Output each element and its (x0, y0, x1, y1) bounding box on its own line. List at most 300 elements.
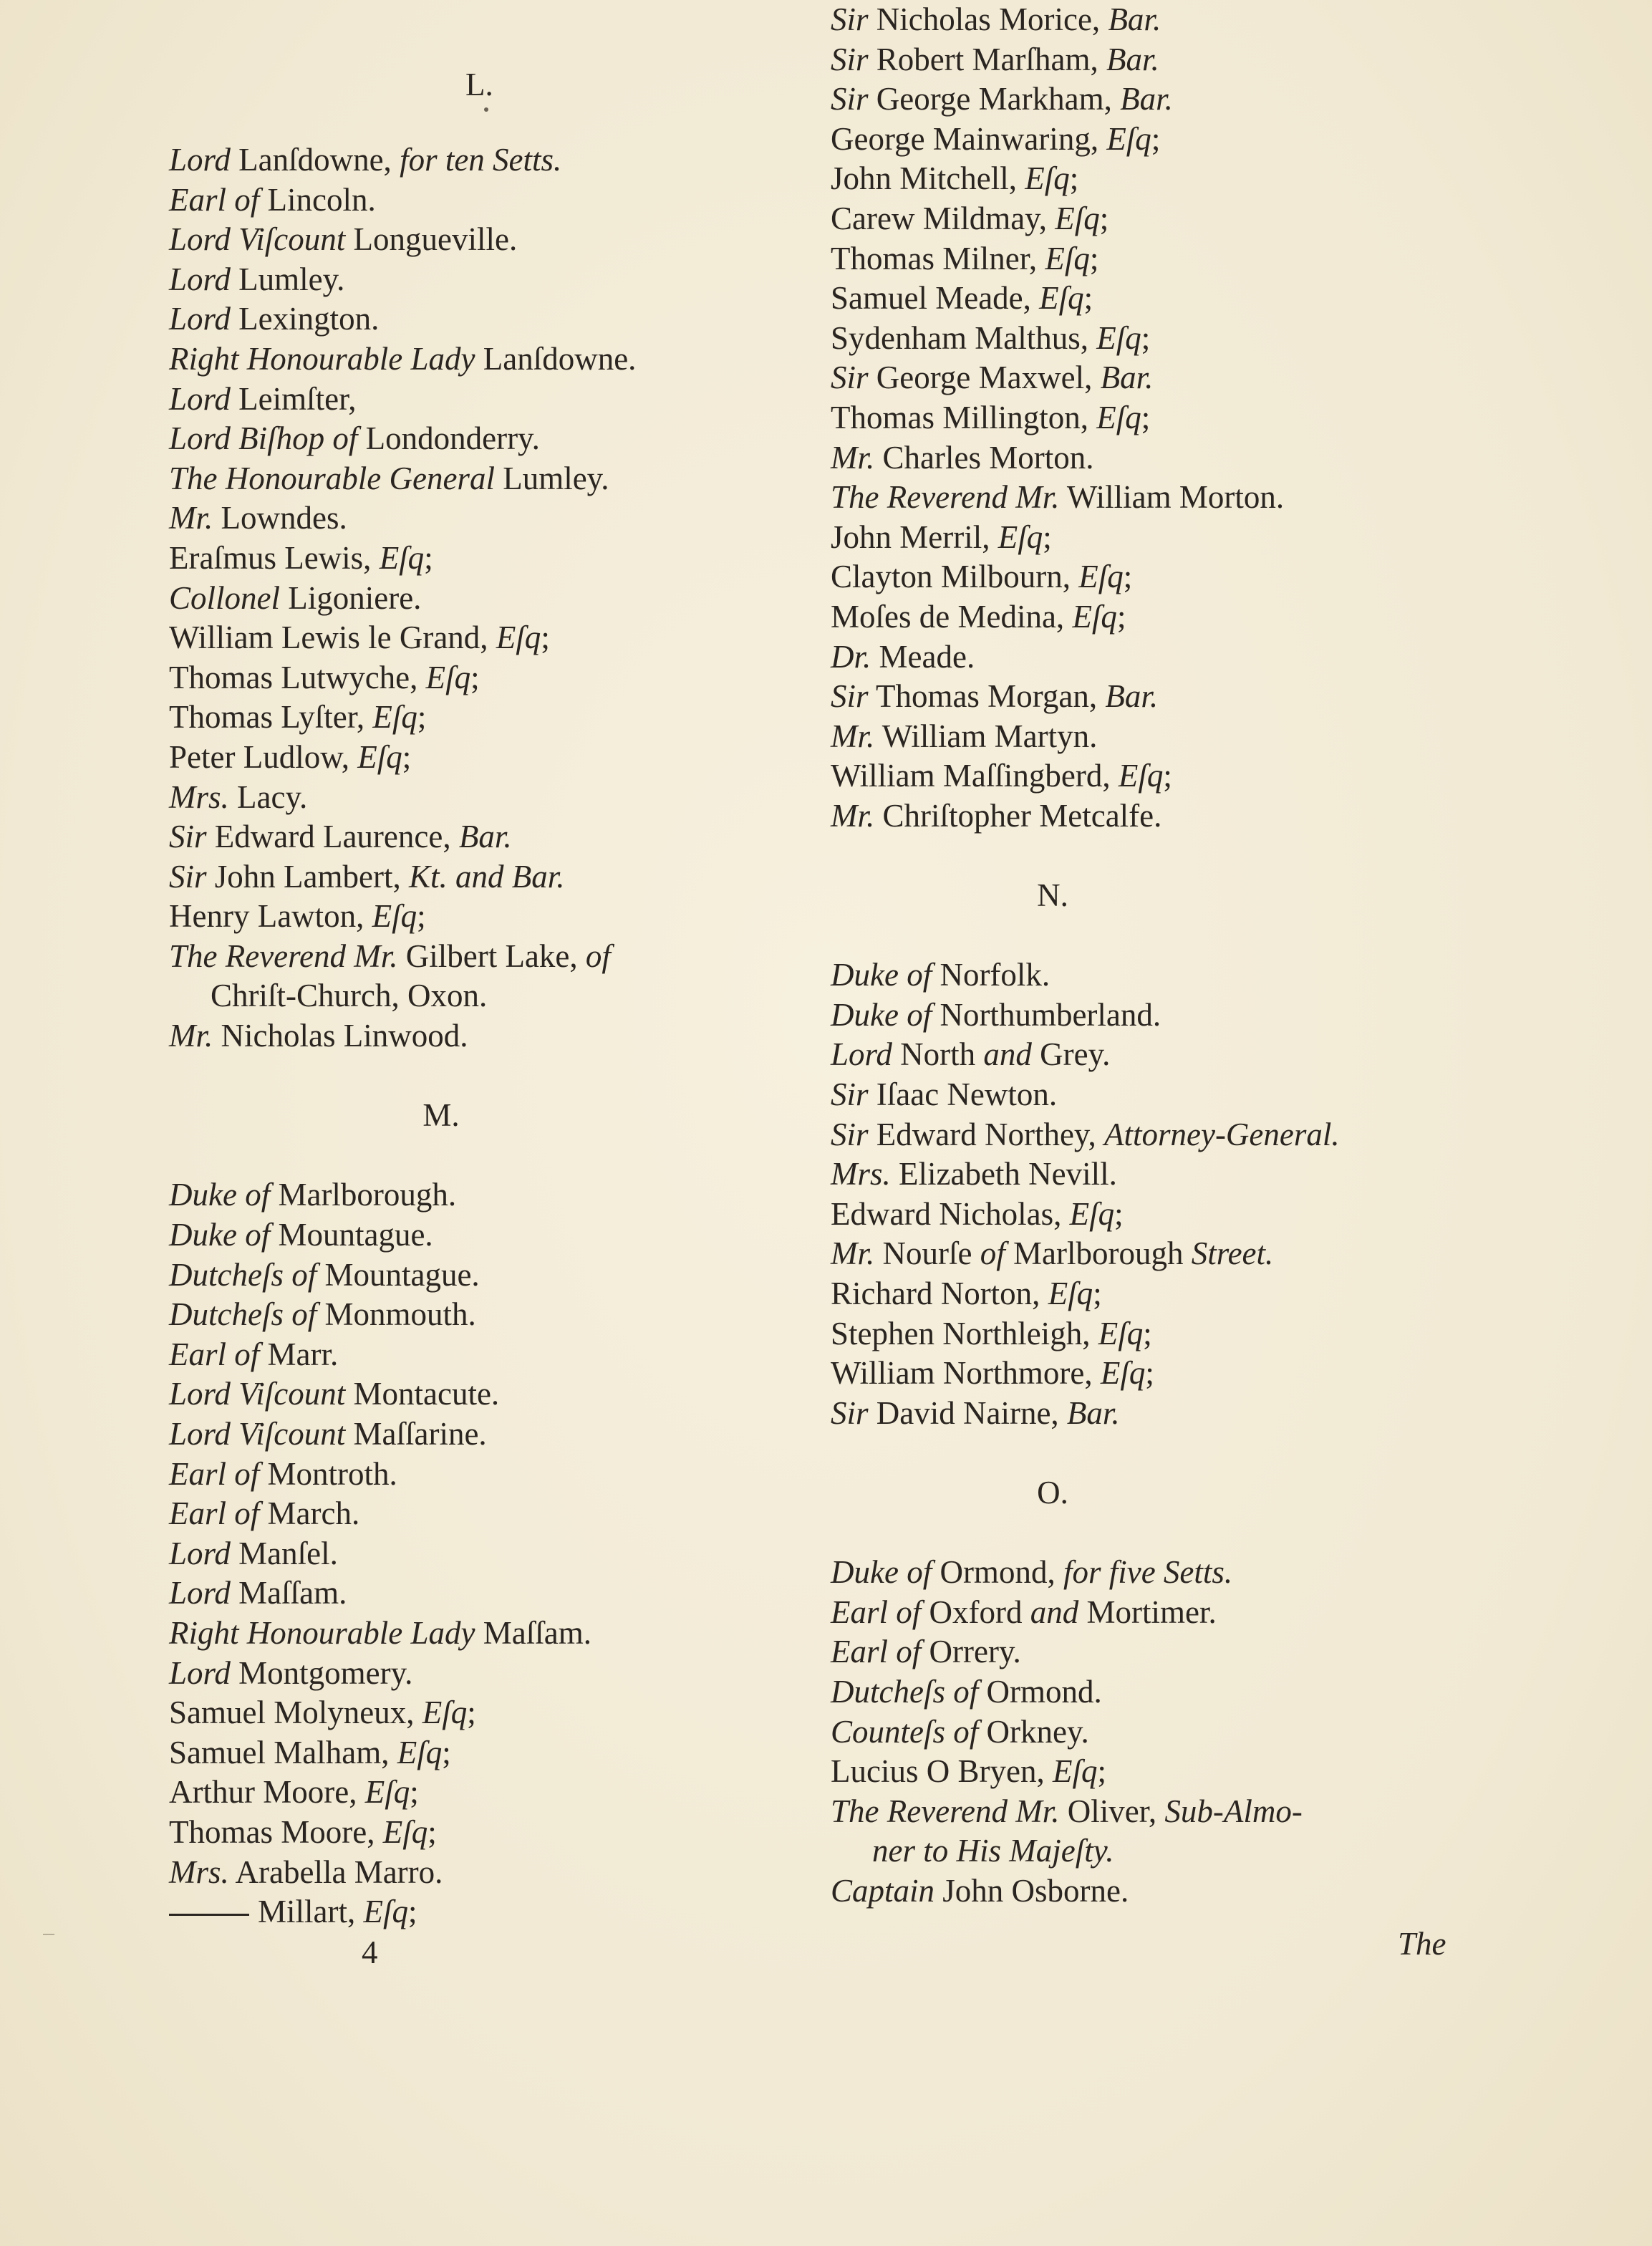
entry-title-italic: Bar. (1108, 1, 1161, 37)
subscriber-entry (831, 756, 1475, 796)
subscriber-entry (831, 1632, 1475, 1672)
entry-title-italic: Duke of (169, 1217, 271, 1253)
entry-name-text: ; (1114, 1195, 1124, 1232)
entry-title-italic: Mr. (831, 718, 875, 754)
entry-title-italic: Eſq (425, 659, 471, 695)
spacer (831, 836, 1475, 876)
entry-title-italic: Eſq (1118, 758, 1164, 794)
subscriber-entry (169, 1455, 799, 1495)
entry-name-text: William Martyn. (874, 718, 1098, 754)
subscriber-entry (831, 120, 1475, 160)
entry-name-text: William Morton. (1059, 479, 1285, 516)
subscriber-entry (169, 1654, 799, 1694)
entry-title-italic: Dutcheſs of (831, 1673, 979, 1710)
entry-title-italic: Lord (831, 1036, 892, 1073)
subscriber-entry (169, 1892, 799, 1932)
subscriber-entry (169, 897, 799, 937)
entry-name-text: ; (424, 539, 433, 576)
entry-title-italic: Eſq (1069, 1195, 1115, 1232)
entry-title-italic: Sir (831, 41, 869, 77)
entry-name-text: Meade. (871, 638, 975, 675)
entry-continuation (831, 1831, 1475, 1871)
entry-title-italic: Eſq (372, 898, 417, 935)
entry-name-text: Stephen Northleigh, (831, 1315, 1098, 1351)
entry-name-text: Grey. (1031, 1036, 1111, 1073)
section-letter: O. (1037, 1474, 1068, 1510)
entry-title-italic: Mr. (169, 500, 213, 536)
subscriber-entry (169, 1573, 799, 1614)
entry-name-text: ; (1099, 200, 1109, 236)
entry-title-italic: Eſq (1045, 240, 1090, 276)
entry-name-text: ; (467, 1695, 476, 1731)
subscriber-entry (831, 279, 1475, 319)
entry-name-text: Thomas Morgan, (868, 678, 1106, 715)
subscriber-entry (169, 140, 799, 180)
entry-title-italic: Bar. (458, 819, 512, 855)
subscriber-entry (169, 1335, 799, 1375)
entry-name-text: ; (442, 1734, 451, 1770)
entry-title-italic: Mr. (169, 1018, 213, 1054)
catchword: The (1398, 1926, 1446, 1962)
entry-name-text: ; (417, 898, 426, 935)
entry-name-text: ; (1069, 160, 1079, 197)
entry-title-italic: Lord Viſcount (169, 221, 346, 258)
entry-title-italic: Sir (831, 360, 869, 396)
subscriber-entry (169, 1773, 799, 1813)
subscriber-entry (169, 1853, 799, 1893)
entry-title-italic: Kt. and Bar. (408, 858, 565, 895)
entry-title-italic: Sir (831, 1116, 869, 1152)
entry-name-text: Carew Mildmay, (831, 200, 1056, 236)
entry-name-text: ; (1116, 598, 1126, 635)
subscriber-entry (169, 1813, 799, 1853)
subscriber-entry (831, 1195, 1475, 1235)
entry-title-italic: Earl of (831, 1634, 922, 1670)
entry-name-text: Samuel Meade, (831, 280, 1040, 317)
entry-name-text: Robert Marſham, (868, 41, 1106, 77)
entry-name-text: Peter Ludlow, (169, 738, 358, 775)
subscriber-entry (831, 1394, 1475, 1434)
subscriber-entry (169, 778, 799, 818)
spacer (169, 1056, 799, 1097)
section-letter-l: L. (465, 67, 493, 102)
subscriber-entry (169, 339, 799, 380)
entry-title-italic: Eſq (372, 699, 417, 736)
subscriber-entry (831, 1314, 1475, 1354)
entry-title-italic: Bar. (1105, 678, 1159, 715)
subscriber-entry (169, 1414, 799, 1455)
entry-title-italic: Captain (831, 1872, 935, 1909)
entry-title-italic: Bar. (1100, 360, 1154, 396)
subscriber-entry (169, 380, 799, 420)
entry-name-text: Lacy. (228, 779, 308, 815)
entry-name-text: Mortimer. (1078, 1594, 1217, 1630)
entry-name-text: Henry Lawton, (169, 898, 372, 935)
subscriber-entry (169, 579, 799, 619)
subscriber-entry (831, 1075, 1475, 1115)
entry-title-italic: Eſq (422, 1695, 468, 1731)
subscriber-entry (169, 817, 799, 857)
page-number: 4 (362, 1934, 378, 1970)
entry-name-text: Samuel Molyneux, (169, 1695, 422, 1731)
entry-title-italic: Right Honourable Lady (169, 1614, 475, 1651)
entry-name-text: Montacute. (345, 1376, 500, 1412)
entry-name-text: ; (1151, 120, 1161, 157)
entry-title-italic: Duke of (831, 1554, 932, 1591)
entry-name-text: Norfolk. (932, 957, 1050, 993)
entry-title-italic: Eſq (1025, 160, 1070, 197)
entry-name-text: Gilbert Lake, (397, 938, 586, 974)
entry-name-text: Northumberland. (932, 996, 1161, 1033)
entry-title-italic: Eſq (1048, 1276, 1093, 1311)
entry-name-text: ; (402, 738, 412, 775)
subscriber-entry (169, 618, 799, 658)
entry-title-italic: Counteſs of (831, 1713, 979, 1750)
entry-name-text: Thomas Lyſter, (169, 699, 373, 736)
entry-name-text: Thomas Milner, (831, 240, 1045, 276)
entry-continuation (169, 976, 799, 1016)
entry-name-text: ; (1083, 280, 1093, 317)
entry-title-italic: Sir (169, 819, 207, 855)
entry-name-text: Marlborough. (270, 1177, 457, 1213)
spacer (831, 916, 1475, 956)
entry-name-text: ; (541, 620, 550, 656)
entry-title-italic: The Reverend Mr. (831, 479, 1060, 516)
entry-name-text: Edward Laurence, (206, 819, 459, 855)
entry-name-text: Manſel. (230, 1535, 338, 1571)
entry-name-text: George Maxwel, (868, 360, 1101, 396)
entry-name-text: Thomas Moore, (169, 1813, 383, 1850)
subscriber-entry (169, 1295, 799, 1335)
subscriber-entry (831, 159, 1475, 199)
entry-title-italic: Attorney-General. (1104, 1116, 1340, 1152)
entry-name-text: Lanſdowne, (230, 142, 400, 178)
entry-title-italic: Lord (169, 1535, 231, 1571)
entry-name-text: Ormond, (932, 1554, 1063, 1591)
entry-name-text: Orkney. (978, 1713, 1089, 1750)
entry-title-italic: Eſq (1052, 1753, 1098, 1790)
subscriber-entry (831, 478, 1475, 518)
entry-title-italic: Street. (1191, 1235, 1274, 1272)
entry-name-text: Thomas Lutwyche, (169, 659, 426, 695)
entry-title-italic: Bar. (1066, 1394, 1120, 1431)
entry-title-italic: for ten Setts. (400, 142, 562, 178)
entry-name-text: Lumley. (230, 261, 345, 297)
subscriber-entry (831, 199, 1475, 239)
entry-name-text: Samuel Malham, (169, 1734, 397, 1770)
entry-title-italic: Sir (831, 678, 869, 715)
entry-name-text: ; (407, 1894, 417, 1930)
subscriber-entry (831, 796, 1475, 837)
entry-name-text: Mountague. (270, 1217, 433, 1253)
entry-title-italic: Eſq (1096, 399, 1141, 435)
entry-title-italic: Eſq (496, 620, 541, 656)
entry-name-text: Orrery. (921, 1634, 1021, 1670)
subscriber-entry (169, 1016, 799, 1056)
entry-title-italic: Eſq (1098, 1315, 1144, 1351)
entry-name-text: ; (1145, 1355, 1154, 1392)
entry-name-text: ; (1123, 559, 1133, 595)
entry-name-text: William Maſſingberd, (831, 758, 1119, 794)
entry-name-text: Oxford (921, 1594, 1030, 1630)
entry-title-italic: Eſq (1096, 319, 1141, 356)
subscriber-entry (831, 1593, 1475, 1633)
entry-title-italic: Bar. (1106, 41, 1159, 77)
entry-name-text: John Osborne. (934, 1872, 1129, 1909)
entry-title-italic: Sub-Almo- (1164, 1793, 1303, 1829)
entry-name-text: Maſſarine. (345, 1416, 487, 1452)
subscriber-entry (169, 1733, 799, 1773)
entry-name-text: Edward Northey, (868, 1116, 1104, 1152)
entry-name-text: Mountague. (317, 1256, 480, 1293)
subscriber-entry (831, 557, 1475, 597)
entry-title-italic: Mrs. (169, 779, 229, 815)
subscriber-entry (831, 637, 1475, 678)
subscriber-entry (831, 398, 1475, 438)
entry-name-text: Ligoniere. (280, 579, 422, 616)
entry-title-italic: Lord Viſcount (169, 1416, 346, 1452)
entry-name-text: ; (1141, 319, 1151, 356)
entry-title-italic: Eſq (397, 1734, 443, 1770)
subscriber-entry (169, 299, 799, 339)
entry-title-italic: Eſq (1039, 280, 1084, 317)
spacer (831, 1513, 1475, 1553)
subscriber-entry (169, 1215, 799, 1255)
subscriber-entry (169, 857, 799, 897)
entry-title-italic: Lord Biſhop of (169, 420, 358, 457)
right-column (831, 0, 1475, 1912)
subscriber-entry (169, 1693, 799, 1733)
entry-title-italic: Sir (831, 1394, 869, 1431)
entry-name-text: Eraſmus Lewis, (169, 539, 380, 576)
subscriber-entry (831, 1871, 1475, 1912)
entry-title-italic: Lord (169, 142, 231, 178)
entry-name-text: William Lewis le Grand, (169, 620, 496, 656)
entry-name-text: Leimſter, (230, 380, 357, 417)
entry-title-italic: Lord (169, 380, 231, 417)
margin-mark (43, 1934, 54, 1935)
subscriber-entry (831, 0, 1475, 40)
subscriber-entry (831, 996, 1475, 1036)
entry-name-text: Richard Norton, (831, 1276, 1048, 1311)
subscriber-entry (169, 419, 799, 459)
entry-title-italic: Eſq (1100, 1355, 1146, 1392)
entry-title-italic: Sir (831, 1, 869, 37)
entry-title-italic: Sir (831, 1076, 869, 1113)
entry-title-italic: Mrs. (831, 1156, 891, 1192)
subscriber-entry (831, 1672, 1475, 1712)
entry-name-text: George Mainwaring, (831, 120, 1107, 157)
entry-title-italic: Duke of (169, 1177, 271, 1213)
entry-name-text: Iſaac Newton. (868, 1076, 1058, 1113)
entry-name-text: ; (1097, 1753, 1106, 1790)
entry-title-italic: Dutcheſs of (169, 1256, 317, 1293)
subscriber-entry (831, 358, 1475, 398)
entry-name-text: ; (1143, 1315, 1152, 1351)
entry-title-italic: The Reverend Mr. (169, 938, 398, 974)
subscriber-entry (831, 239, 1475, 279)
entry-name-text: Nourſe (874, 1235, 980, 1272)
entry-name-text: Lucius O Bryen, (831, 1753, 1053, 1790)
subscriber-entry (831, 1274, 1475, 1314)
subscriber-entry (169, 539, 799, 579)
entry-title-italic: Sir (831, 81, 869, 117)
entry-name-text: ; (1093, 1276, 1102, 1311)
section-letter: N. (1037, 877, 1068, 914)
entry-title-italic: Lord (169, 301, 231, 337)
entry-title-italic: Eſq (998, 519, 1043, 555)
entry-name-text: Arthur Moore, (169, 1774, 365, 1811)
subscriber-entry (831, 1035, 1475, 1075)
subscriber-entry (169, 180, 799, 221)
subscriber-entry (831, 79, 1475, 120)
subscriber-entry (169, 1614, 799, 1654)
entry-name-text: Chriſt-Church, Oxon. (211, 978, 488, 1014)
entry-name-text: Clayton Milbourn, (831, 559, 1079, 595)
entry-title-italic: The Reverend Mr. (831, 1793, 1060, 1829)
entry-name-text: George Markham, (868, 81, 1121, 117)
entry-name-text: Marr. (259, 1336, 339, 1372)
entry-title-italic: and (983, 1036, 1032, 1073)
subscriber-entry (831, 717, 1475, 757)
entry-name-text: Londonderry. (357, 420, 540, 457)
entry-name-text: Maſſam. (230, 1575, 347, 1611)
subscriber-entry (169, 459, 799, 499)
entry-title-italic: Dutcheſs of (169, 1296, 317, 1333)
subscriber-entry (831, 518, 1475, 558)
spacer (169, 1136, 799, 1176)
entry-title-italic: Lord (169, 1654, 231, 1691)
subscriber-entry (831, 40, 1475, 80)
entry-title-italic: Eſq (364, 1774, 410, 1811)
entry-title-italic: Right Honourable Lady (169, 340, 475, 377)
entry-name-text: ; (1043, 519, 1052, 555)
entry-title-italic: Lord (169, 1575, 231, 1611)
ink-speck (484, 107, 488, 112)
subscriber-entry (169, 1175, 799, 1215)
subscriber-entry (831, 319, 1475, 359)
subscriber-entry (169, 1374, 799, 1414)
subscriber-entry (169, 220, 799, 260)
entry-title-italic: Duke of (831, 996, 932, 1033)
entry-name-text: Maſſam. (475, 1614, 591, 1651)
entry-title-italic: The Honourable General (169, 460, 495, 496)
entry-title-italic: of (585, 938, 611, 974)
entry-name-text: David Nairne, (868, 1394, 1067, 1431)
entry-name-text: ; (1089, 240, 1099, 276)
entry-title-italic: Eſq (357, 738, 402, 775)
entry-name-text: Oliver, (1059, 1793, 1165, 1829)
entry-name-text: Arabella Marro. (228, 1854, 443, 1890)
entry-title-italic: Earl of (169, 1336, 260, 1372)
entry-title-italic: Sir (169, 858, 207, 895)
entry-name-text: William Northmore, (831, 1355, 1101, 1392)
entry-name-text: Nicholas Linwood. (213, 1018, 468, 1054)
entry-title-italic: Collonel (169, 579, 280, 616)
entry-name-text: Marlborough (1005, 1235, 1192, 1272)
entry-name-text: Lowndes. (213, 500, 347, 536)
left-column (169, 140, 799, 1932)
entry-title-italic: and (1030, 1594, 1079, 1630)
entry-name-text: ; (428, 1813, 437, 1850)
subscriber-entry (169, 498, 799, 539)
subscriber-entry (831, 1155, 1475, 1195)
entry-name-text: Montgomery. (230, 1654, 413, 1691)
subscriber-entry (831, 1752, 1475, 1792)
entry-name-text: Elizabeth Nevill. (890, 1156, 1117, 1192)
entry-title-italic: Lord Viſcount (169, 1376, 346, 1412)
entry-title-italic: Mr. (831, 439, 875, 476)
entry-name-text: Longueville. (345, 221, 518, 258)
entry-name-text: Edward Nicholas, (831, 1195, 1070, 1232)
entry-title-italic: Eſq (1072, 598, 1117, 635)
entry-name-text: March. (259, 1495, 360, 1532)
subscriber-entry (831, 597, 1475, 637)
entry-name-text: Charles Morton. (874, 439, 1094, 476)
entry-title-italic: of (980, 1235, 1005, 1272)
entry-title-italic: Earl of (169, 1455, 260, 1492)
subscriber-entry (169, 1534, 799, 1574)
entry-title-italic: Mr. (831, 797, 875, 834)
subscriber-entry (169, 738, 799, 778)
entry-title-italic: Lord (169, 261, 231, 297)
entry-name-text: Ormond. (978, 1673, 1102, 1710)
entry-name-text: ; (1141, 399, 1151, 435)
entry-title-italic: Eſq (379, 539, 425, 576)
entry-name-text: Montroth. (259, 1455, 397, 1492)
entry-name-text: Sydenham Malthus, (831, 319, 1097, 356)
subscriber-entry (831, 438, 1475, 478)
entry-name-text: Monmouth. (317, 1296, 476, 1333)
entry-name-text: ; (410, 1774, 419, 1811)
subscriber-entry (169, 260, 799, 300)
subscriber-entry (831, 1553, 1475, 1593)
entry-name-text: Thomas Millington, (831, 399, 1097, 435)
subscriber-entry (831, 955, 1475, 996)
entry-title-italic: Mrs. (169, 1854, 229, 1890)
entry-title-italic: Eſq (1078, 559, 1124, 595)
entry-title-italic: Earl of (169, 1495, 260, 1532)
entry-title-italic: Earl of (169, 181, 260, 218)
spacer (831, 1433, 1475, 1473)
entry-name-text: John Merril, (831, 519, 998, 555)
entry-name-text: Nicholas Morice, (868, 1, 1108, 37)
subscriber-entry (169, 698, 799, 738)
entry-title-italic: Earl of (831, 1594, 922, 1630)
subscriber-entry (169, 937, 799, 977)
ditto-dash (169, 1914, 249, 1916)
entry-name-text: John Lambert, (206, 858, 409, 895)
entry-title-italic: Mr. (831, 1235, 875, 1272)
entry-name-text: Lincoln. (259, 181, 376, 218)
entry-title-italic: for five Setts. (1063, 1554, 1233, 1591)
subscriber-entry (831, 1712, 1475, 1753)
entry-name-text: Moſes de Medina, (831, 598, 1073, 635)
entry-title-italic: Eſq (1106, 120, 1151, 157)
entry-name-text: ; (470, 659, 480, 695)
subscriber-entry (169, 1255, 799, 1296)
entry-name-text: Millart, (258, 1894, 364, 1930)
entry-title-italic: ner to His Majeſty. (872, 1833, 1114, 1869)
entry-name-text: Lumley. (494, 460, 609, 496)
entry-name-text: John Mitchell, (831, 160, 1025, 197)
entry-title-italic: Eſq (1055, 200, 1100, 236)
entry-name-text: ; (1163, 758, 1172, 794)
subscriber-entry (831, 1792, 1475, 1832)
entry-name-text: ; (417, 699, 427, 736)
entry-name-text: North (892, 1036, 984, 1073)
entry-name-text: Lexington. (230, 301, 380, 337)
